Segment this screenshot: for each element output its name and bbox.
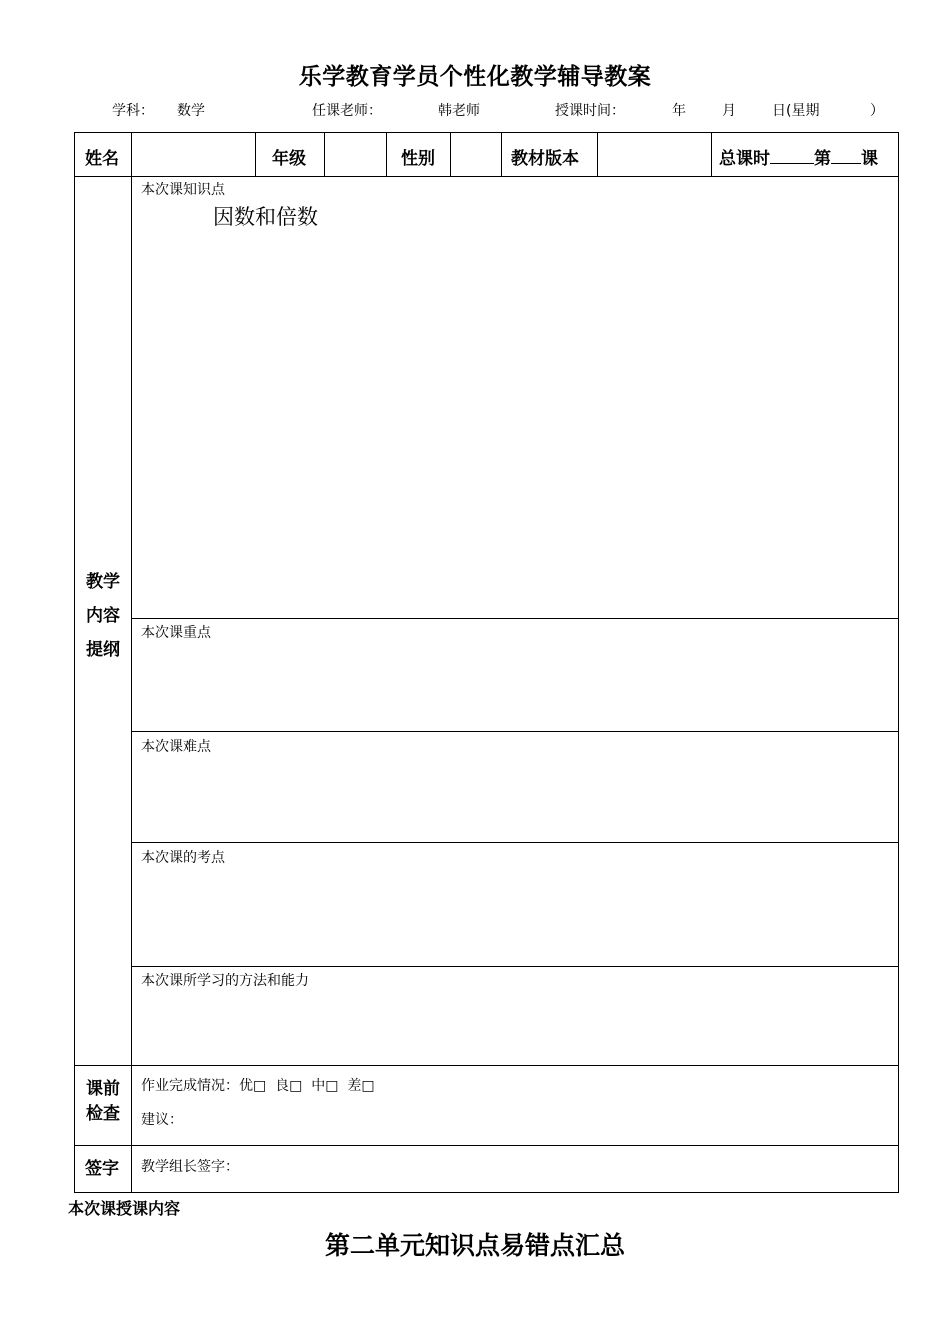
nth-label: 第 bbox=[814, 149, 831, 169]
year-label: 年 bbox=[672, 103, 686, 119]
row-divider bbox=[131, 842, 898, 843]
col-divider bbox=[711, 133, 712, 176]
page-title: 乐学教育学员个性化教学辅导教案 bbox=[298, 64, 652, 90]
suggestion-label: 建议： bbox=[141, 1112, 183, 1128]
sign-side-label: 签字 bbox=[85, 1159, 119, 1179]
subject-label: 学科： bbox=[112, 103, 154, 119]
gender-label: 性别 bbox=[401, 149, 435, 169]
col-divider bbox=[131, 133, 132, 1192]
row-divider bbox=[131, 618, 898, 619]
exam-points-label: 本次课的考点 bbox=[141, 850, 225, 866]
content-heading: 本次课授课内容 bbox=[68, 1199, 181, 1218]
lesson-number-blank[interactable] bbox=[831, 147, 861, 164]
key-points-label: 本次课重点 bbox=[141, 625, 211, 641]
knowledge-value: 因数和倍数 bbox=[213, 205, 318, 229]
name-label: 姓名 bbox=[85, 149, 119, 169]
difficulties-label: 本次课难点 bbox=[141, 739, 211, 755]
lesson-plan-table bbox=[74, 132, 899, 1193]
row-divider bbox=[131, 731, 898, 732]
total-hours-blank[interactable] bbox=[770, 147, 814, 164]
outline-side-label bbox=[75, 565, 131, 667]
close-paren: ） bbox=[870, 103, 884, 119]
time-label: 授课时间： bbox=[555, 103, 625, 119]
name-field[interactable] bbox=[132, 133, 255, 176]
methods-label: 本次课所学习的方法和能力 bbox=[141, 973, 309, 989]
grade-label: 年级 bbox=[272, 149, 306, 169]
teacher-value: 韩老师 bbox=[438, 103, 480, 119]
gender-field[interactable] bbox=[451, 133, 501, 176]
row-divider bbox=[75, 176, 898, 177]
row-divider bbox=[75, 1065, 898, 1066]
outline-side-line: 教学 bbox=[86, 572, 120, 592]
day-week-label: 日(星期 bbox=[772, 103, 820, 119]
row-divider bbox=[75, 1145, 898, 1146]
knowledge-label: 本次课知识点 bbox=[141, 182, 225, 198]
outline-side-line: 提纲 bbox=[86, 640, 120, 660]
col-divider bbox=[501, 133, 502, 176]
row-divider bbox=[131, 966, 898, 967]
teacher-label: 任课老师： bbox=[312, 103, 382, 119]
precheck-side-line: 课前 bbox=[86, 1079, 120, 1099]
homework-status: 作业完成情况：优□ 良□ 中□ 差□ bbox=[141, 1078, 375, 1094]
leader-signature-label: 教学组长签字： bbox=[141, 1159, 239, 1175]
total-hours-label: 总课时 bbox=[719, 149, 770, 169]
month-label: 月 bbox=[722, 103, 736, 119]
grade-field[interactable] bbox=[325, 133, 386, 176]
unit-title: 第二单元知识点易错点汇总 bbox=[324, 1231, 625, 1260]
col-divider bbox=[386, 133, 387, 176]
precheck-side-line: 检查 bbox=[86, 1104, 120, 1124]
outline-side-line: 内容 bbox=[86, 606, 120, 626]
total-hours bbox=[719, 144, 878, 169]
edition-field[interactable] bbox=[598, 133, 711, 176]
precheck-side-label bbox=[75, 1077, 131, 1127]
col-divider bbox=[255, 133, 256, 176]
lesson-label: 课 bbox=[861, 149, 878, 169]
edition-label: 教材版本 bbox=[511, 149, 579, 169]
subject-value: 数学 bbox=[177, 103, 205, 119]
